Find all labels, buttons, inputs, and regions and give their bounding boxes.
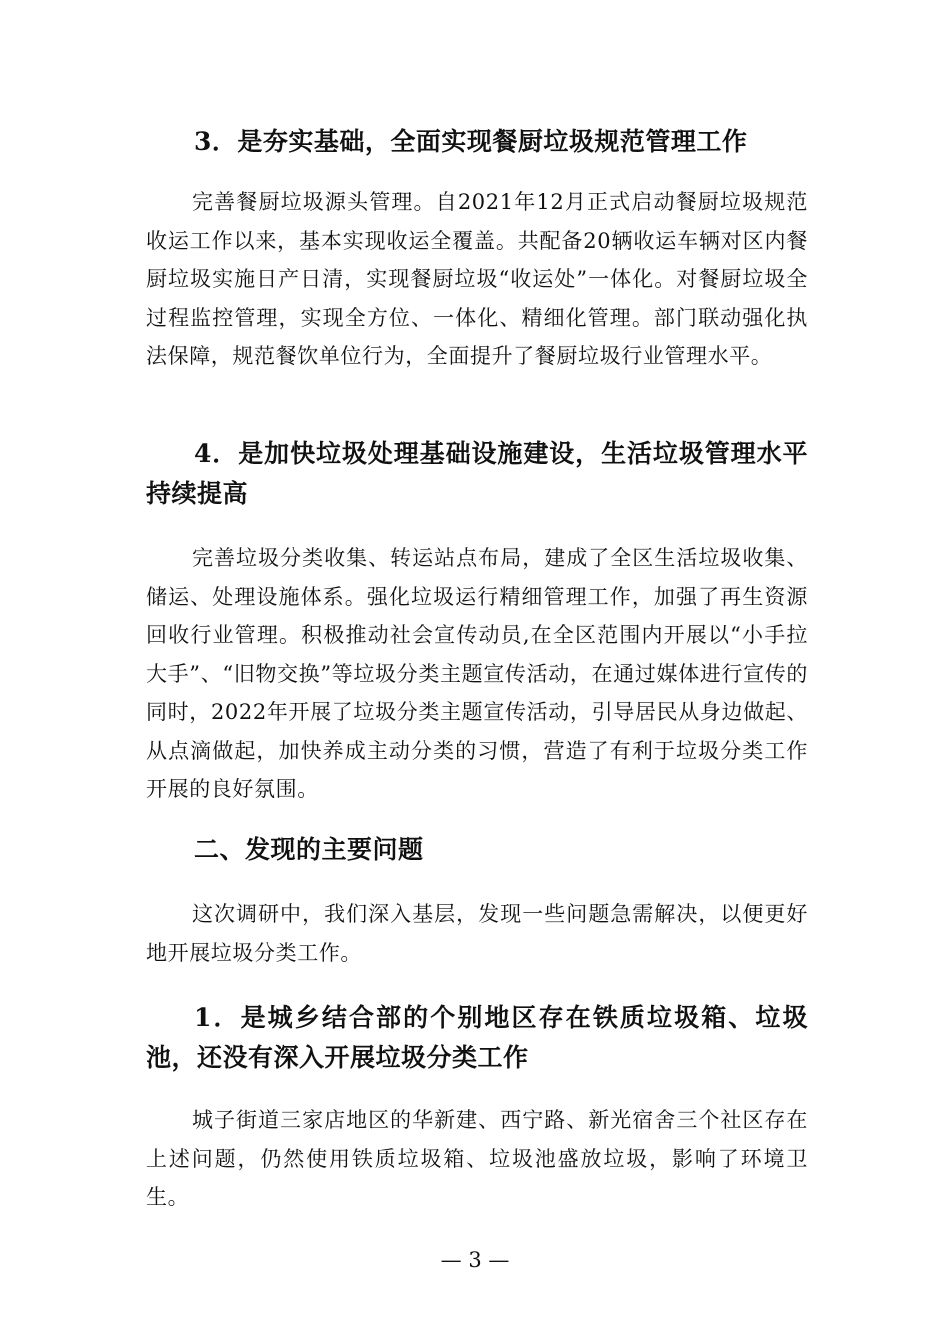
page-number: — 3 — <box>440 1248 510 1272</box>
section-intro-paragraph: 这次调研中，我们深入基层，发现一些问题急需解决，以便更好地开展垃圾分类工作。 <box>146 902 808 965</box>
heading-item-3: 3．是夯实基础，全面实现餐厨垃圾规范管理工作 <box>194 127 748 156</box>
problem-heading-1: 1．是城乡结合部的个别地区存在铁质垃圾箱、垃圾池，还没有深入开展垃圾分类工作 <box>146 1003 808 1072</box>
problem-paragraph-1: 城子街道三家店地区的华新建、西宁路、新光宿舍三个社区存在上述问题，仍然使用铁质垃圾箱、垃圾池盛放垃圾，影响了环境卫生。 <box>146 1108 808 1209</box>
paragraph-item-4: 完善垃圾分类收集、转运站点布局，建成了全区生活垃圾收集、储运、处理设施体系。强化垃圾运行精细管理工作，加强了再生资源回收行业管理。积极推动社会宣传动员,在全区范围内开展以“小手拉大手”、“旧物交换”等垃圾分类主题宣传活动，在通过媒体进行宣传的同时，2022年开展了垃圾分类主题宣传活动，引导居民从身边做起、从点滴做起，加快养成主动分类的习惯，营造了有利于垃圾分类工作开展的良好氛围。 <box>146 546 808 801</box>
paragraph-item-3: 完善餐厨垃圾源头管理。自2021年12月正式启动餐厨垃圾规范收运工作以来，基本实现收运全覆盖。共配备20辆收运车辆对区内餐厨垃圾实施日产日清，实现餐厨垃圾“收运处”一体化。对餐厨垃圾全过程监控管理，实现全方位、一体化、精细化管理。部门联动强化执法保障，规范餐饮单位行为，全面提升了餐厨垃圾行业管理水平。 <box>146 190 808 368</box>
section-heading: 二、发现的主要问题 <box>194 835 424 864</box>
heading-item-4: 4．是加快垃圾处理基础设施建设，生活垃圾管理水平持续提高 <box>146 439 808 508</box>
